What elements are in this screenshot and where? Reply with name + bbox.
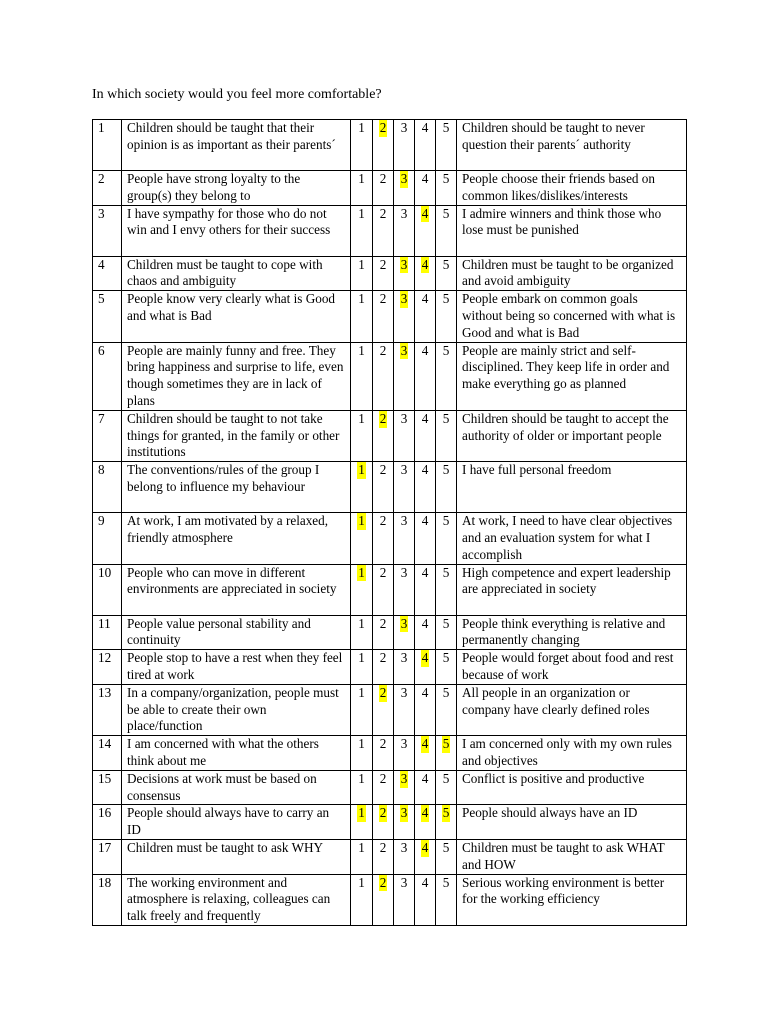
scale-option-5[interactable] [436, 513, 457, 564]
scale-option-5[interactable] [436, 342, 457, 410]
left-statement: Children should be taught that their opinion is as important as their parents´ [122, 120, 351, 171]
scale-option-4-selected[interactable] [415, 736, 436, 771]
scale-value: 3 [400, 342, 408, 358]
survey-row [93, 342, 687, 410]
row-number: 10 [93, 564, 122, 615]
scale-value: 2 [379, 120, 387, 135]
scale-value: 5 [442, 650, 450, 666]
scale-value: 1 [358, 256, 365, 272]
scale-value: 5 [442, 736, 450, 752]
scale-option-1[interactable] [351, 615, 373, 650]
scale-option-2[interactable] [373, 291, 394, 342]
scale-value: 5 [442, 291, 450, 307]
row-number: 15 [93, 770, 122, 805]
scale-option-1[interactable] [351, 342, 373, 410]
right-statement: People choose their friends based on common likes/dislikes/interests [457, 171, 687, 206]
scale-value: 3 [400, 513, 408, 529]
right-statement: All people in an organization or company have clearly defined roles [457, 684, 687, 735]
scale-value: 3 [400, 650, 408, 666]
scale-value: 2 [379, 342, 387, 358]
scale-value: 4 [421, 839, 429, 855]
row-number: 4 [93, 256, 122, 291]
scale-option-3-selected[interactable] [394, 615, 415, 650]
scale-value: 5 [442, 171, 450, 186]
scale-value: 5 [442, 120, 450, 135]
scale-value: 4 [421, 805, 429, 821]
scale-value: 1 [358, 120, 365, 135]
scale-option-1-selected[interactable] [351, 462, 373, 513]
scale-option-1[interactable] [351, 120, 373, 171]
scale-value: 5 [442, 513, 450, 529]
right-statement: People embark on common goals without being so concerned with what is Good and what is Bad [457, 291, 687, 342]
scale-option-5[interactable] [436, 410, 457, 461]
left-statement: The working environment and atmosphere is relaxing, colleagues can talk freely and frequently [122, 874, 351, 925]
scale-option-3[interactable] [394, 410, 415, 461]
left-statement: I have sympathy for those who do not win and I envy others for their success [122, 205, 351, 256]
scale-option-2[interactable] [373, 736, 394, 771]
scale-option-4[interactable] [415, 120, 436, 171]
scale-option-2[interactable] [373, 770, 394, 805]
scale-value: 5 [442, 615, 450, 631]
scale-option-1[interactable] [351, 874, 373, 925]
scale-value: 3 [400, 805, 408, 821]
scale-option-4[interactable] [415, 171, 436, 206]
scale-option-5[interactable] [436, 205, 457, 256]
scale-option-3[interactable] [394, 684, 415, 735]
scale-value: 5 [442, 410, 450, 426]
scale-value: 1 [358, 513, 365, 529]
scale-value: 2 [379, 874, 387, 890]
scale-value: 3 [400, 770, 408, 786]
left-statement: In a company/organization, people must be able to create their own place/function [122, 684, 351, 735]
scale-option-3[interactable] [394, 839, 415, 874]
row-number: 3 [93, 205, 122, 256]
scale-value: 1 [358, 171, 365, 186]
scale-option-4[interactable] [415, 462, 436, 513]
scale-option-4-selected[interactable] [415, 256, 436, 291]
right-statement: Serious working environment is better for the working efficiency [457, 874, 687, 925]
scale-option-4[interactable] [415, 874, 436, 925]
row-number: 13 [93, 684, 122, 735]
scale-option-1[interactable] [351, 291, 373, 342]
scale-value: 1 [358, 650, 365, 666]
scale-value: 5 [442, 684, 450, 700]
scale-value: 3 [400, 256, 408, 272]
scale-option-5-selected[interactable] [436, 736, 457, 771]
scale-value: 3 [400, 462, 408, 478]
row-number: 16 [93, 805, 122, 840]
scale-value: 3 [400, 205, 408, 221]
row-number: 6 [93, 342, 122, 410]
scale-option-2[interactable] [373, 342, 394, 410]
scale-option-2[interactable] [373, 171, 394, 206]
scale-option-4[interactable] [415, 513, 436, 564]
row-number: 11 [93, 615, 122, 650]
survey-row [93, 205, 687, 256]
survey-row [93, 770, 687, 805]
scale-option-3[interactable] [394, 874, 415, 925]
row-number: 17 [93, 839, 122, 874]
scale-value: 1 [358, 342, 365, 358]
left-statement: People know very clearly what is Good and what is Bad [122, 291, 351, 342]
survey-row [93, 171, 687, 206]
scale-value: 3 [400, 839, 408, 855]
right-statement: Children must be taught to ask WHAT and HOW [457, 839, 687, 874]
scale-value: 1 [358, 410, 365, 426]
left-statement: Children must be taught to cope with chaos and ambiguity [122, 256, 351, 291]
survey-row [93, 805, 687, 840]
scale-value: 4 [421, 120, 429, 135]
scale-value: 4 [421, 256, 429, 272]
right-statement: People think everything is relative and permanently changing [457, 615, 687, 650]
scale-value: 1 [358, 564, 365, 580]
scale-option-4-selected[interactable] [415, 650, 436, 685]
left-statement: People should always have to carry an ID [122, 805, 351, 840]
scale-value: 3 [400, 736, 408, 752]
scale-option-1-selected[interactable] [351, 513, 373, 564]
survey-row [93, 291, 687, 342]
scale-value: 5 [442, 462, 450, 478]
scale-value: 2 [379, 615, 387, 631]
scale-option-1[interactable] [351, 650, 373, 685]
survey-row [93, 513, 687, 564]
scale-value: 4 [421, 513, 429, 529]
right-statement: I am concerned only with my own rules and objectives [457, 736, 687, 771]
scale-option-4-selected[interactable] [415, 839, 436, 874]
scale-option-3-selected[interactable] [394, 770, 415, 805]
right-statement: I have full personal freedom [457, 462, 687, 513]
scale-value: 3 [400, 615, 408, 631]
right-statement: Conflict is positive and productive [457, 770, 687, 805]
scale-option-3[interactable] [394, 736, 415, 771]
scale-option-4[interactable] [415, 770, 436, 805]
scale-option-5[interactable] [436, 462, 457, 513]
scale-option-1-selected[interactable] [351, 564, 373, 615]
scale-value: 5 [442, 839, 450, 855]
scale-option-2[interactable] [373, 564, 394, 615]
scale-option-5[interactable] [436, 770, 457, 805]
scale-option-3-selected[interactable] [394, 256, 415, 291]
left-statement: Children must be taught to ask WHY [122, 839, 351, 874]
survey-row [93, 650, 687, 685]
scale-value: 2 [379, 770, 387, 786]
survey-row [93, 874, 687, 925]
scale-value: 3 [400, 171, 408, 186]
left-statement: Children should be taught to not take things for granted, in the family or other institutions [122, 410, 351, 461]
row-number: 14 [93, 736, 122, 771]
scale-option-1[interactable] [351, 171, 373, 206]
scale-value: 2 [379, 256, 387, 272]
scale-option-3-selected[interactable] [394, 805, 415, 840]
scale-value: 5 [442, 770, 450, 786]
scale-value: 1 [358, 805, 365, 821]
scale-option-5[interactable] [436, 564, 457, 615]
scale-option-4[interactable] [415, 291, 436, 342]
row-number: 12 [93, 650, 122, 685]
scale-value: 1 [358, 291, 365, 307]
scale-option-2[interactable] [373, 205, 394, 256]
left-statement: People value personal stability and continuity [122, 615, 351, 650]
scale-value: 4 [421, 564, 429, 580]
scale-option-5[interactable] [436, 171, 457, 206]
scale-value: 4 [421, 615, 429, 631]
right-statement: People are mainly strict and self-disciplined. They keep life in order and make everything go as planned [457, 342, 687, 410]
right-statement: I admire winners and think those who lose must be punished [457, 205, 687, 256]
survey-row [93, 120, 687, 171]
scale-value: 2 [379, 650, 387, 666]
row-number: 5 [93, 291, 122, 342]
left-statement: The conventions/rules of the group I belong to influence my behaviour [122, 462, 351, 513]
right-statement: High competence and expert leadership are appreciated in society [457, 564, 687, 615]
scale-option-5[interactable] [436, 120, 457, 171]
scale-value: 2 [379, 171, 387, 186]
scale-option-2[interactable] [373, 513, 394, 564]
scale-option-3[interactable] [394, 564, 415, 615]
left-statement: Decisions at work must be based on consensus [122, 770, 351, 805]
scale-value: 2 [379, 513, 387, 529]
scale-value: 1 [358, 205, 365, 221]
scale-option-1[interactable] [351, 256, 373, 291]
scale-value: 3 [400, 120, 408, 135]
right-statement: People should always have an ID [457, 805, 687, 840]
scale-option-2-selected[interactable] [373, 410, 394, 461]
survey-table [92, 119, 687, 926]
scale-option-3-selected[interactable] [394, 291, 415, 342]
left-statement: At work, I am motivated by a relaxed, friendly atmosphere [122, 513, 351, 564]
scale-value: 4 [421, 874, 429, 890]
scale-value: 5 [442, 805, 450, 821]
scale-value: 4 [421, 770, 429, 786]
scale-option-1[interactable] [351, 684, 373, 735]
scale-option-5[interactable] [436, 291, 457, 342]
scale-value: 3 [400, 684, 408, 700]
row-number: 8 [93, 462, 122, 513]
scale-option-5[interactable] [436, 684, 457, 735]
scale-value: 2 [379, 805, 387, 821]
scale-value: 2 [379, 839, 387, 855]
scale-value: 4 [421, 205, 429, 221]
scale-value: 3 [400, 564, 408, 580]
scale-value: 5 [442, 256, 450, 272]
scale-value: 4 [421, 650, 429, 666]
survey-row [93, 615, 687, 650]
scale-value: 1 [358, 874, 365, 890]
scale-value: 3 [400, 410, 408, 426]
scale-value: 4 [421, 410, 429, 426]
scale-option-5[interactable] [436, 615, 457, 650]
right-statement: Children should be taught to accept the authority of older or important people [457, 410, 687, 461]
scale-option-3[interactable] [394, 462, 415, 513]
right-statement: People would forget about food and rest because of work [457, 650, 687, 685]
scale-option-1[interactable] [351, 839, 373, 874]
right-statement: Children must be taught to be organized and avoid ambiguity [457, 256, 687, 291]
scale-value: 2 [379, 736, 387, 752]
scale-option-3[interactable] [394, 205, 415, 256]
scale-option-2-selected[interactable] [373, 684, 394, 735]
scale-value: 2 [379, 684, 387, 700]
scale-option-4[interactable] [415, 342, 436, 410]
right-statement: At work, I need to have clear objectives and an evaluation system for what I accomplish [457, 513, 687, 564]
row-number: 7 [93, 410, 122, 461]
scale-value: 1 [358, 839, 365, 855]
row-number: 18 [93, 874, 122, 925]
survey-row [93, 736, 687, 771]
scale-option-4[interactable] [415, 564, 436, 615]
scale-option-1[interactable] [351, 770, 373, 805]
scale-option-5[interactable] [436, 839, 457, 874]
scale-value: 5 [442, 564, 450, 580]
scale-option-3-selected[interactable] [394, 171, 415, 206]
scale-option-2-selected[interactable] [373, 874, 394, 925]
scale-value: 3 [400, 874, 408, 890]
scale-value: 4 [421, 291, 429, 307]
scale-value: 4 [421, 342, 429, 358]
scale-value: 5 [442, 205, 450, 221]
row-number: 2 [93, 171, 122, 206]
scale-option-2[interactable] [373, 650, 394, 685]
scale-value: 2 [379, 291, 387, 307]
scale-option-4-selected[interactable] [415, 805, 436, 840]
scale-option-3[interactable] [394, 513, 415, 564]
scale-option-5[interactable] [436, 650, 457, 685]
scale-option-2[interactable] [373, 615, 394, 650]
scale-option-5[interactable] [436, 874, 457, 925]
scale-option-1[interactable] [351, 410, 373, 461]
scale-option-5-selected[interactable] [436, 805, 457, 840]
left-statement: People are mainly funny and free. They bring happiness and surprise to life, even though sometimes they are in lack of plans [122, 342, 351, 410]
scale-option-1[interactable] [351, 736, 373, 771]
scale-value: 4 [421, 171, 429, 186]
scale-option-1[interactable] [351, 205, 373, 256]
scale-value: 3 [400, 291, 408, 307]
scale-option-3[interactable] [394, 120, 415, 171]
survey-row [93, 410, 687, 461]
scale-option-2-selected[interactable] [373, 805, 394, 840]
left-statement: People stop to have a rest when they feel tired at work [122, 650, 351, 685]
scale-value: 5 [442, 874, 450, 890]
scale-value: 4 [421, 736, 429, 752]
scale-option-2-selected[interactable] [373, 120, 394, 171]
scale-option-3[interactable] [394, 650, 415, 685]
scale-value: 5 [442, 342, 450, 358]
scale-value: 2 [379, 205, 387, 221]
scale-option-2[interactable] [373, 462, 394, 513]
scale-option-3-selected[interactable] [394, 342, 415, 410]
survey-row [93, 839, 687, 874]
left-statement: People who can move in different environments are appreciated in society [122, 564, 351, 615]
scale-value: 2 [379, 564, 387, 580]
scale-value: 1 [358, 684, 365, 700]
scale-value: 1 [358, 770, 365, 786]
scale-option-4[interactable] [415, 615, 436, 650]
left-statement: People have strong loyalty to the group(s) they belong to [122, 171, 351, 206]
scale-value: 4 [421, 462, 429, 478]
scale-value: 1 [358, 462, 365, 478]
scale-value: 2 [379, 462, 387, 478]
scale-option-4-selected[interactable] [415, 205, 436, 256]
scale-option-1-selected[interactable] [351, 805, 373, 840]
row-number: 1 [93, 120, 122, 171]
scale-value: 1 [358, 615, 365, 631]
left-statement: I am concerned with what the others think about me [122, 736, 351, 771]
survey-row [93, 256, 687, 291]
survey-row [93, 684, 687, 735]
scale-option-2[interactable] [373, 839, 394, 874]
scale-value: 4 [421, 684, 429, 700]
survey-title: In which society would you feel more comfortable? [92, 87, 382, 102]
scale-option-5[interactable] [436, 256, 457, 291]
scale-option-2[interactable] [373, 256, 394, 291]
scale-value: 2 [379, 410, 387, 426]
scale-option-4[interactable] [415, 410, 436, 461]
scale-value: 1 [358, 736, 365, 752]
survey-row [93, 462, 687, 513]
scale-option-4[interactable] [415, 684, 436, 735]
row-number: 9 [93, 513, 122, 564]
right-statement: Children should be taught to never question their parents´ authority [457, 120, 687, 171]
survey-row [93, 564, 687, 615]
